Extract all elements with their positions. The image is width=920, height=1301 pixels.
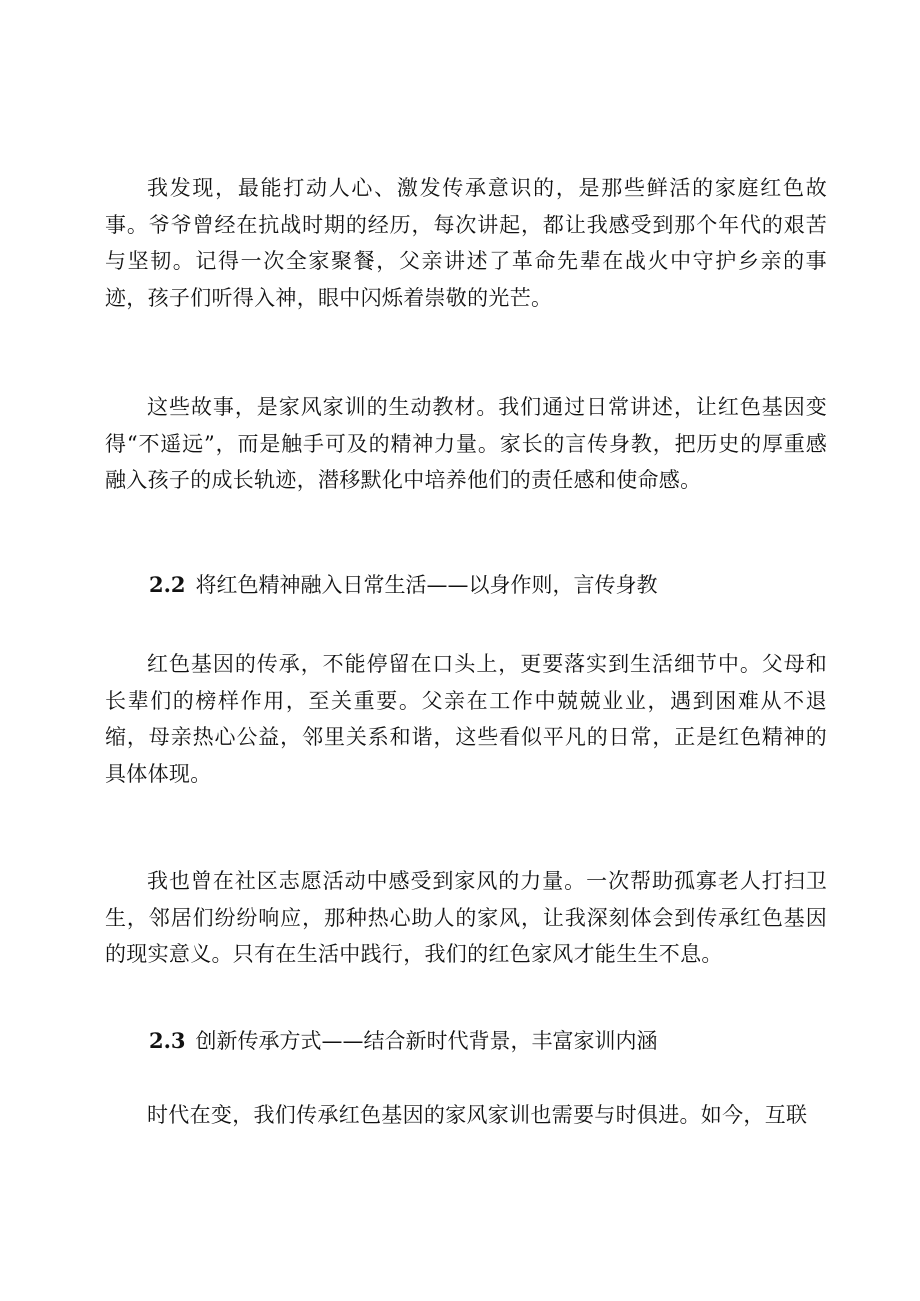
paragraph-family-stories: 我发现，最能打动人心、激发传承意识的，是那些鲜活的家庭红色故事。爷爷曾经在抗战时期的经历，每次讲起，都让我感受到那个年代的艰苦与坚韧。记得一次全家聚餐，父亲讲述了革命先辈在战火中守护乡亲的事迹，孩子们听得入神，眼中闪烁着崇敬的光芒。 [105,176,827,311]
section-heading-2-3 [149,1026,658,1056]
section-number: 2.2 [149,572,186,597]
paragraph-stories-as-teaching: 这些故事，是家风家训的生动教材。我们通过日常讲述，让红色基因变得“不遥远”，而是触手可及的精神力量。家长的言传身教，把历史的厚重感融入孩子的成长轨迹，潜移默化中培养他们的责任感和使命感。 [105,395,827,493]
section-title: 将红色精神融入日常生活——以身作则，言传身教 [195,573,658,597]
paragraph-lead-by-example: 红色基因的传承，不能停留在口头上，更要落实到生活细节中。父母和长辈们的榜样作用，至关重要。父亲在工作中兢兢业业，遇到困难从不退缩，母亲热心公益，邻里关系和谐，这些看似平凡的日常，正是红色精神的具体体现。 [105,652,827,787]
section-title: 创新传承方式——结合新时代背景，丰富家训内涵 [195,1029,658,1053]
section-number: 2.3 [149,1028,186,1053]
paragraph-times-change: 时代在变，我们传承红色基因的家风家训也需要与时俱进。如今，互联 [147,1103,808,1127]
paragraph-community-volunteering: 我也曾在社区志愿活动中感受到家风的力量。一次帮助孤寡老人打扫卫生，邻居们纷纷响应，那种热心助人的家风，让我深刻体会到传承红色基因的现实意义。只有在生活中践行，我们的红色家风才能生生不息。 [105,869,827,967]
section-heading-2-2 [149,570,658,600]
